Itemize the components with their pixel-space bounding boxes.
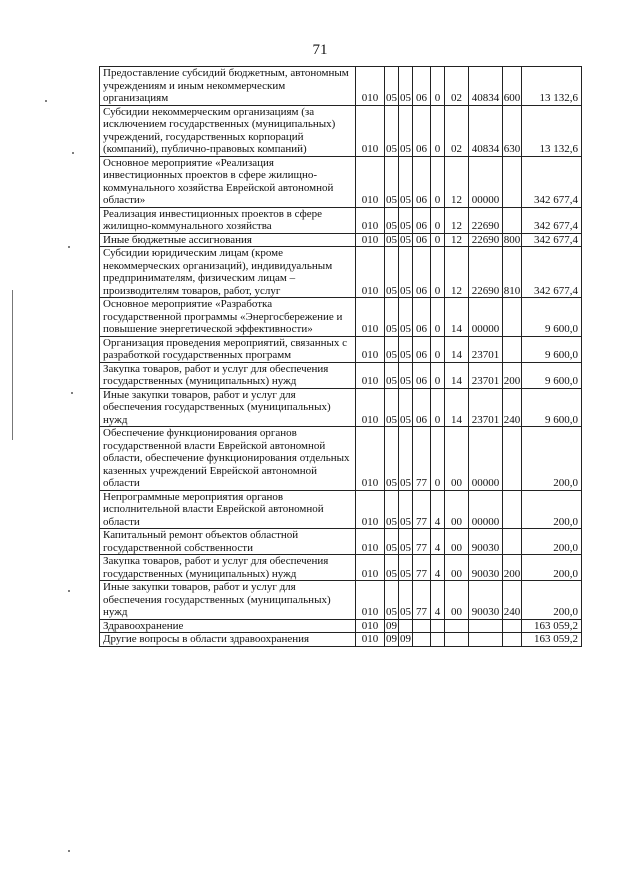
ved-code: 010 bbox=[356, 336, 385, 362]
target-article-activity bbox=[445, 619, 469, 633]
row-name: Капитальный ремонт объектов областной государственной собственности bbox=[100, 529, 356, 555]
amount: 163 059,2 bbox=[522, 619, 582, 633]
subsection-code: 05 bbox=[399, 581, 413, 620]
target-article-program: 77 bbox=[413, 427, 431, 491]
target-article-direction: 90030 bbox=[469, 555, 503, 581]
ved-code: 010 bbox=[356, 490, 385, 529]
row-name: Закупка товаров, работ и услуг для обеспечения государственных (муниципальных) нужд bbox=[100, 555, 356, 581]
section-code: 05 bbox=[385, 156, 399, 207]
section-code: 05 bbox=[385, 298, 399, 337]
ved-code: 010 bbox=[356, 233, 385, 247]
target-article-program: 77 bbox=[413, 529, 431, 555]
subsection-code bbox=[399, 619, 413, 633]
ved-code: 010 bbox=[356, 619, 385, 633]
target-article-program bbox=[413, 633, 431, 647]
target-article-subprogram: 4 bbox=[431, 555, 445, 581]
target-article-direction: 90030 bbox=[469, 581, 503, 620]
subsection-code: 09 bbox=[400, 633, 411, 645]
target-article-activity: 14 bbox=[445, 298, 469, 337]
target-article-subprogram bbox=[431, 633, 445, 647]
amount: 342 677,4 bbox=[522, 233, 582, 247]
section-code: 05 bbox=[385, 555, 399, 581]
subsection-code: 05 bbox=[400, 233, 411, 246]
target-article-direction: 40834 bbox=[469, 67, 503, 106]
budget-table bbox=[99, 66, 582, 647]
target-article-activity: 00 bbox=[445, 555, 469, 581]
amount: 9 600,0 bbox=[522, 388, 582, 427]
table-row bbox=[100, 581, 582, 620]
subsection-code: 05 bbox=[399, 490, 413, 529]
expense-type-code: 240 bbox=[503, 388, 522, 427]
subsection-code: 05 bbox=[399, 362, 413, 388]
expense-type-code bbox=[503, 619, 522, 633]
table-row bbox=[100, 156, 582, 207]
table-row bbox=[100, 207, 582, 233]
row-name: Реализация инвестиционных проектов в сфере жилищно-коммунального хозяйства bbox=[100, 207, 356, 233]
section-code: 05 bbox=[385, 427, 399, 491]
subsection-code: 05 bbox=[399, 207, 413, 233]
section-code: 09 bbox=[386, 619, 397, 632]
amount: 342 677,4 bbox=[522, 156, 582, 207]
expense-type-code: 800 bbox=[503, 233, 521, 246]
amount: 9 600,0 bbox=[522, 298, 582, 337]
table-row bbox=[100, 105, 582, 156]
target-article-direction: 22690 bbox=[469, 247, 503, 298]
target-article-program: 06 bbox=[413, 156, 431, 207]
subsection-code: 05 bbox=[399, 427, 413, 491]
row-name: Закупка товаров, работ и услуг для обеспечения государственных (муниципальных) нужд bbox=[100, 362, 356, 388]
section-code: 05 bbox=[386, 233, 397, 246]
target-article-program: 06 bbox=[413, 362, 431, 388]
target-article-program: 06 bbox=[413, 298, 431, 337]
row-name: Обеспечение функционирования органов государственной власти Еврейской автономной области, обеспечение функционирования отдельных казенных учреждений Еврейской автономной области bbox=[100, 427, 356, 491]
ved-code: 010 bbox=[356, 388, 385, 427]
subsection-code: 05 bbox=[399, 336, 413, 362]
amount: 13 132,6 bbox=[522, 105, 582, 156]
target-article-direction: 00000 bbox=[469, 490, 503, 529]
expense-type-code: 240 bbox=[503, 581, 522, 620]
row-name: Основное мероприятие «Реализация инвестиционных проектов в сфере жилищно-коммунального хозяйства Еврейской автономной области» bbox=[100, 156, 356, 207]
row-name: Предоставление субсидий бюджетным, автономным учреждениям и иным некоммерческим организациям bbox=[100, 67, 356, 106]
target-article-subprogram: 0 bbox=[431, 247, 445, 298]
section-code: 05 bbox=[385, 67, 399, 106]
subsection-code: 05 bbox=[399, 67, 413, 106]
row-name: Непрограммные мероприятия органов исполнительной власти Еврейской автономной области bbox=[100, 490, 356, 529]
target-article-direction: 40834 bbox=[469, 105, 503, 156]
amount: 163 059,2 bbox=[522, 633, 582, 647]
amount: 200,0 bbox=[522, 555, 582, 581]
target-article-activity: 02 bbox=[445, 67, 469, 106]
target-article-direction: 00000 bbox=[469, 427, 503, 491]
table-row bbox=[100, 619, 582, 633]
expense-type-code: 200 bbox=[503, 555, 522, 581]
expense-type-code bbox=[503, 490, 522, 529]
section-code: 05 bbox=[385, 581, 399, 620]
target-article-subprogram bbox=[431, 619, 445, 633]
expense-type-code: 810 bbox=[503, 247, 522, 298]
row-name: Организация проведения мероприятий, связанных с разработкой государственных программ bbox=[100, 336, 356, 362]
ved-code: 010 bbox=[356, 427, 385, 491]
target-article-subprogram: 0 bbox=[431, 207, 445, 233]
subsection-code: 05 bbox=[399, 555, 413, 581]
subsection-code: 05 bbox=[399, 156, 413, 207]
amount: 200,0 bbox=[522, 529, 582, 555]
amount: 200,0 bbox=[522, 427, 582, 491]
target-article-program: 77 bbox=[413, 555, 431, 581]
expense-type-code bbox=[503, 427, 522, 491]
target-article-activity: 12 bbox=[445, 207, 469, 233]
section-code: 05 bbox=[385, 336, 399, 362]
target-article-subprogram: 4 bbox=[431, 490, 445, 529]
target-article-activity: 14 bbox=[445, 336, 469, 362]
expense-type-code bbox=[503, 336, 522, 362]
ved-code: 010 bbox=[356, 207, 385, 233]
ved-code: 010 bbox=[356, 156, 385, 207]
section-code: 05 bbox=[385, 529, 399, 555]
ved-code: 010 bbox=[356, 555, 385, 581]
amount: 342 677,4 bbox=[522, 247, 582, 298]
target-article-activity: 12 bbox=[445, 233, 469, 247]
table-row bbox=[100, 362, 582, 388]
target-article-activity: 14 bbox=[445, 388, 469, 427]
expense-type-code bbox=[503, 529, 522, 555]
section-code: 05 bbox=[385, 207, 399, 233]
row-name: Другие вопросы в области здравоохранения bbox=[100, 633, 356, 647]
expense-type-code bbox=[503, 156, 522, 207]
ved-code: 010 bbox=[356, 362, 385, 388]
subsection-code: 05 bbox=[399, 298, 413, 337]
target-article-program: 06 bbox=[413, 336, 431, 362]
subsection-code: 05 bbox=[399, 388, 413, 427]
target-article-direction bbox=[469, 619, 503, 633]
target-article-activity: 12 bbox=[445, 156, 469, 207]
target-article-direction: 23701 bbox=[469, 336, 503, 362]
ved-code: 010 bbox=[356, 105, 385, 156]
target-article-direction: 23701 bbox=[469, 362, 503, 388]
target-article-subprogram: 0 bbox=[431, 336, 445, 362]
target-article-subprogram: 0 bbox=[431, 298, 445, 337]
expense-type-code bbox=[503, 298, 522, 337]
target-article-direction: 90030 bbox=[469, 529, 503, 555]
target-article-program: 77 bbox=[413, 490, 431, 529]
subsection-code: 05 bbox=[399, 105, 413, 156]
amount: 200,0 bbox=[522, 490, 582, 529]
target-article-subprogram: 0 bbox=[431, 233, 445, 247]
row-name: Иные закупки товаров, работ и услуг для обеспечения государственных (муниципальных) нужд bbox=[100, 388, 356, 427]
target-article-program: 06 bbox=[413, 105, 431, 156]
target-article-activity: 00 bbox=[445, 581, 469, 620]
target-article-activity: 12 bbox=[445, 247, 469, 298]
target-article-program: 06 bbox=[413, 207, 431, 233]
expense-type-code: 600 bbox=[503, 67, 522, 106]
subsection-code: 05 bbox=[399, 529, 413, 555]
section-code: 05 bbox=[385, 247, 399, 298]
expense-type-code bbox=[503, 207, 522, 233]
target-article-activity: 00 bbox=[445, 490, 469, 529]
row-name: Иные бюджетные ассигнования bbox=[100, 233, 356, 247]
ved-code: 010 bbox=[356, 581, 385, 620]
target-article-subprogram: 0 bbox=[431, 156, 445, 207]
expense-type-code: 200 bbox=[503, 362, 522, 388]
ved-code: 010 bbox=[356, 67, 385, 106]
target-article-activity bbox=[445, 633, 469, 647]
table-row bbox=[100, 633, 582, 647]
target-article-direction: 22690 bbox=[469, 207, 503, 233]
row-name: Субсидии юридическим лицам (кроме некоммерческих организаций), индивидуальным предпринимателям, физическим лицам – производителям товаров, работ, услуг bbox=[100, 247, 356, 298]
target-article-activity: 00 bbox=[445, 427, 469, 491]
section-code: 05 bbox=[385, 105, 399, 156]
target-article-program bbox=[413, 619, 431, 633]
table-row bbox=[100, 555, 582, 581]
table-row bbox=[100, 298, 582, 337]
target-article-subprogram: 0 bbox=[431, 67, 445, 106]
target-article-direction: 00000 bbox=[469, 298, 503, 337]
table-row bbox=[100, 427, 582, 491]
table-row bbox=[100, 490, 582, 529]
amount: 9 600,0 bbox=[522, 362, 582, 388]
row-name: Иные закупки товаров, работ и услуг для обеспечения государственных (муниципальных) нужд bbox=[100, 581, 356, 620]
target-article-subprogram: 4 bbox=[431, 529, 445, 555]
expense-type-code: 630 bbox=[503, 105, 522, 156]
table-row bbox=[100, 336, 582, 362]
target-article-subprogram: 0 bbox=[431, 362, 445, 388]
ved-code: 010 bbox=[356, 247, 385, 298]
target-article-subprogram: 0 bbox=[431, 427, 445, 491]
target-article-subprogram: 4 bbox=[431, 581, 445, 620]
target-article-direction: 23701 bbox=[469, 388, 503, 427]
table-row bbox=[100, 388, 582, 427]
expense-type-code bbox=[503, 633, 522, 647]
target-article-activity: 14 bbox=[445, 362, 469, 388]
target-article-program: 06 bbox=[413, 247, 431, 298]
section-code: 05 bbox=[385, 362, 399, 388]
target-article-program: 06 bbox=[413, 388, 431, 427]
section-code: 05 bbox=[385, 490, 399, 529]
amount: 9 600,0 bbox=[522, 336, 582, 362]
amount: 342 677,4 bbox=[522, 207, 582, 233]
ved-code: 010 bbox=[356, 298, 385, 337]
target-article-subprogram: 0 bbox=[431, 105, 445, 156]
row-name: Здравоохранение bbox=[100, 619, 356, 633]
table-row bbox=[100, 233, 582, 247]
table-row bbox=[100, 67, 582, 106]
page-number: 71 bbox=[312, 42, 328, 58]
target-article-direction bbox=[469, 633, 503, 647]
table-row bbox=[100, 247, 582, 298]
amount: 13 132,6 bbox=[522, 67, 582, 106]
ved-code: 010 bbox=[356, 529, 385, 555]
target-article-activity: 02 bbox=[445, 105, 469, 156]
target-article-program: 77 bbox=[413, 581, 431, 620]
subsection-code: 05 bbox=[399, 247, 413, 298]
section-code: 05 bbox=[385, 388, 399, 427]
section-code: 09 bbox=[386, 633, 397, 645]
table-body bbox=[100, 67, 582, 647]
target-article-program: 06 bbox=[413, 233, 431, 247]
target-article-direction: 00000 bbox=[469, 156, 503, 207]
target-article-subprogram: 0 bbox=[431, 388, 445, 427]
target-article-activity: 00 bbox=[445, 529, 469, 555]
table-row bbox=[100, 529, 582, 555]
target-article-program: 06 bbox=[413, 67, 431, 106]
ved-code: 010 bbox=[356, 633, 385, 647]
row-name: Основное мероприятие «Разработка государственной программы «Энергосбережение и повышение энергетической эффективности» bbox=[100, 298, 356, 337]
target-article-direction: 22690 bbox=[469, 233, 503, 247]
amount: 200,0 bbox=[522, 581, 582, 620]
row-name: Субсидии некоммерческим организациям (за исключением государственных (муниципальных) учреждений, государственных корпораций (компаний), публично-правовых компаний) bbox=[100, 105, 356, 156]
